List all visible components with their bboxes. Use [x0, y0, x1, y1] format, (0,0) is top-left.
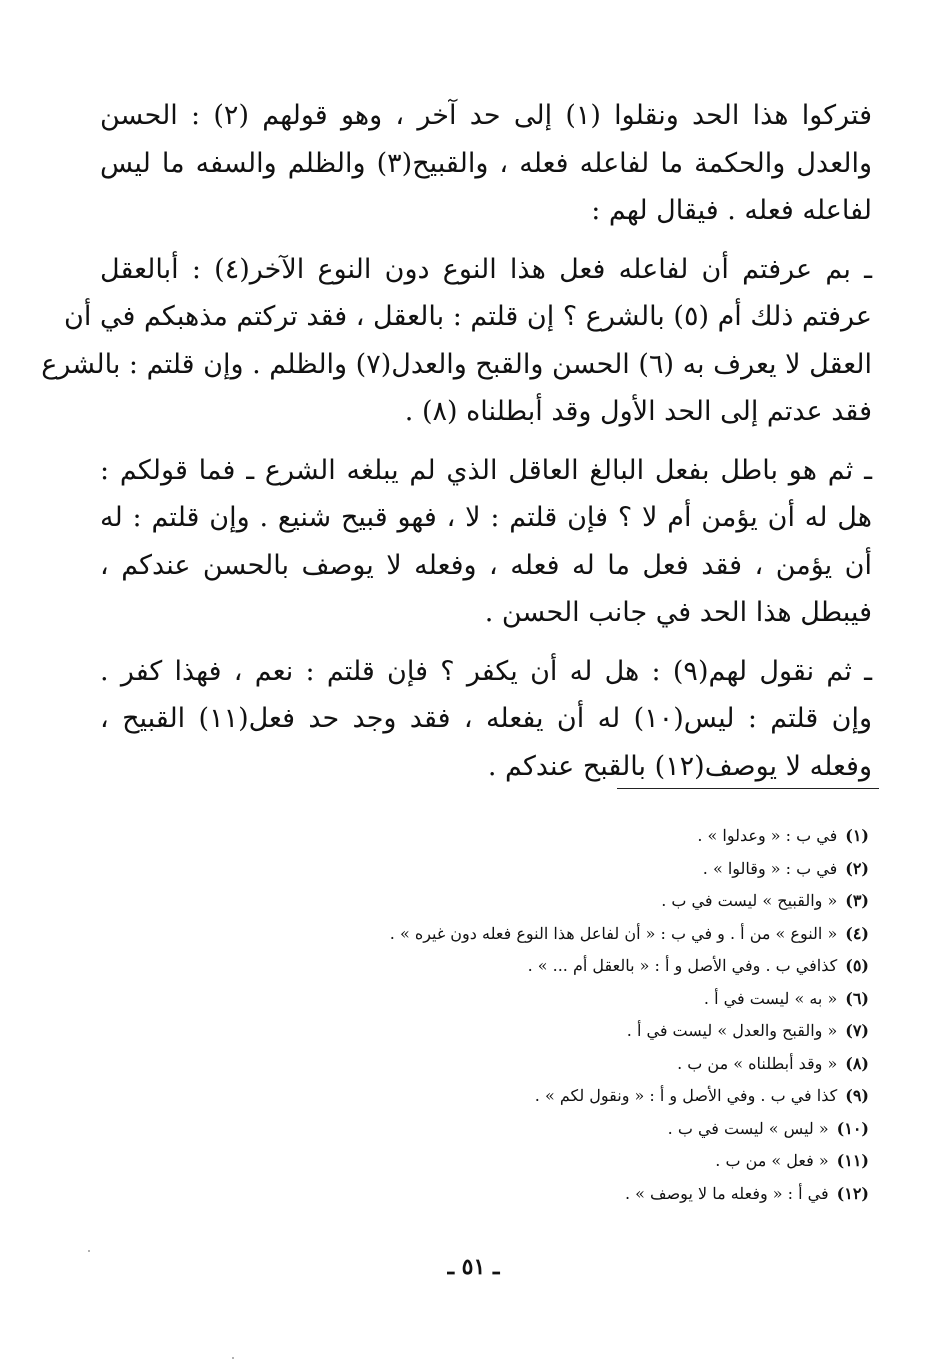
footnote-divider [617, 788, 879, 789]
footnote-text: في أ : « وفعله ما لا يوصف » . [624, 1183, 829, 1203]
footnote-text: « والقبح والعدل » ليست في أ . [626, 1021, 838, 1040]
footnote-number: (٣) [845, 891, 869, 910]
text-line: والعدل والحكمة ما لفاعله فعله ، والقبيح(٣) والظلم والسفه ما ليس [100, 147, 872, 179]
footnote-text: « النوع » من أ . و في ب : « أن لفاعل هذا النوع فعله دون غيره » . [389, 923, 838, 943]
footnote-text: في ب : « وقالوا » . [702, 858, 838, 878]
text-line: العقل لا يعرف به (٦) الحسن والقبح والعدل(٧) والظلم . وإن قلتم : بالشرع [41, 348, 872, 380]
footnote-item [229, 950, 869, 983]
text-line: فيبطل هذا الحد في جانب الحسن . [484, 597, 872, 628]
paragraph-2 [41, 246, 872, 436]
footnote-number: (١٢) [836, 1183, 869, 1203]
footnote-item [229, 853, 869, 886]
text-line: عرفتم ذلك أم (٥) بالشرع ؟ إن قلتم : بالعقل ، فقد تركتم مذهبكم في أن [64, 301, 872, 332]
text-line: فقد عدتم إلى الحد الأول وقد أبطلناه (٨) . [404, 396, 872, 427]
footnote-number: (١) [845, 826, 869, 845]
text-line: هل له أن يؤمن أم لا ؟ فإن قلتم : لا ، فهو قبيح شنيع . وإن قلتم : له [100, 502, 872, 533]
footnote-text: في ب : « وعدلوا » . [697, 826, 838, 845]
paragraph-4 [100, 648, 872, 791]
paragraph-1 [100, 92, 872, 235]
footnote-item [229, 1178, 869, 1211]
footnote-item [229, 1145, 869, 1178]
footnote-text: « والقبيح » ليست في ب . [661, 891, 838, 910]
footnote-number: (٧) [845, 1021, 869, 1040]
footnote-text: كذافي ب . وفي الأصل و أ : « بالعقل أم ... » . [527, 956, 838, 975]
footnote-text: « وقد أبطلناه » من ب . [677, 1053, 838, 1073]
footnote-number: (٨) [845, 1053, 869, 1073]
scan-speck [88, 1250, 90, 1252]
footnote-text: « به » ليست في أ . [703, 988, 838, 1008]
footnote-item [229, 983, 869, 1016]
footnote-number: (٢) [845, 858, 869, 878]
footnotes [229, 820, 869, 1210]
footnote-number: (٥) [845, 956, 869, 975]
footnote-text: « ليس » ليست في ب . [667, 1118, 829, 1138]
footnote-number: (٩) [845, 1086, 869, 1105]
paragraph-3 [100, 447, 872, 637]
main-text [41, 92, 872, 790]
footnote-text: « فعل » من ب . [715, 1151, 829, 1170]
footnote-number: (٤) [845, 923, 869, 943]
text-line: لفاعله فعله . فيقال لهم : [591, 195, 872, 226]
scan-speck [232, 1357, 234, 1359]
text-line: ـ ثم نقول لهم(٩) : هل له أن يكفر ؟ فإن قلتم : نعم ، فهذا كفر . [100, 655, 872, 687]
text-line: وإن قلتم : ليس(١٠) له أن يفعله ، فقد وجد حد فعل(١١) القبيح ، [100, 703, 872, 734]
footnote-item [229, 918, 869, 951]
footnote-number: (٦) [845, 988, 869, 1008]
footnote-item [229, 1113, 869, 1146]
text-line: أن يؤمن ، فقد فعل ما له فعله ، وفعله لا يوصف بالحسن عندكم ، [100, 549, 872, 581]
footnote-item [229, 820, 869, 853]
text-line: وفعله لا يوصف(١٢) بالقبح عندكم . [487, 750, 872, 782]
text-line: ـ بم عرفتم أن لفاعله فعل هذا النوع دون النوع الآخر(٤) : أبالعقل [100, 253, 872, 285]
footnote-item [229, 1080, 869, 1113]
footnote-item [229, 1015, 869, 1048]
footnote-item [229, 1048, 869, 1081]
text-line: ـ ثم هو باطل بفعل البالغ العاقل الذي لم يبلغه الشرع ـ فما قولكم : [100, 454, 872, 486]
footnote-number: (١٠) [836, 1118, 869, 1138]
footnote-item [229, 885, 869, 918]
page-number: ـ ٥١ ـ [447, 1254, 500, 1280]
text-line: فتركوا هذا الحد ونقلوا (١) إلى حد آخر ، وهو قولهم (٢) : الحسن [100, 100, 872, 131]
footnote-number: (١١) [836, 1151, 869, 1170]
footnote-text: كذا في ب . وفي الأصل و أ : « ونقول لكم » . [534, 1086, 838, 1105]
